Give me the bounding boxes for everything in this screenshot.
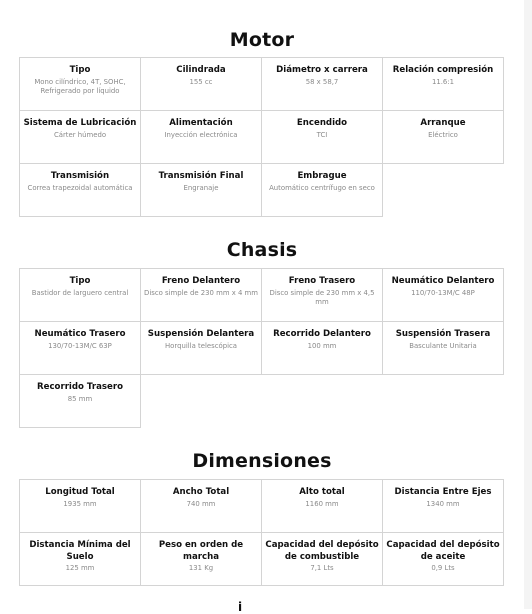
spec-label: Tipo bbox=[69, 276, 91, 286]
spec-grid-motor bbox=[19, 57, 504, 217]
spec-label: Recorrido Trasero bbox=[37, 382, 123, 392]
spec-grid-chasis bbox=[19, 268, 504, 428]
spec-cell bbox=[383, 58, 504, 111]
spec-cell bbox=[141, 58, 262, 111]
spec-label: Alto total bbox=[299, 487, 345, 497]
spec-label: Encendido bbox=[296, 118, 348, 128]
section-title-dimensiones: Dimensiones bbox=[192, 450, 332, 472]
spec-cell bbox=[383, 533, 504, 586]
spec-label: Transmisión bbox=[50, 171, 110, 181]
spec-cell bbox=[262, 533, 383, 586]
spec-cell bbox=[262, 269, 383, 322]
page-scrollbar[interactable] bbox=[524, 0, 532, 609]
spec-cell bbox=[383, 322, 504, 375]
spec-value: 155 cc bbox=[189, 77, 213, 86]
spec-value: Eléctrico bbox=[428, 130, 458, 139]
spec-value: Horquilla telescópica bbox=[165, 341, 237, 350]
spec-value: Basculante Unitaria bbox=[409, 341, 477, 350]
spec-value: Mono cilíndrico, 4T, SOHC, Refrigerado por líquido bbox=[34, 77, 126, 95]
spec-value: Automático centrífugo en seco bbox=[269, 183, 375, 192]
spec-cell bbox=[20, 480, 141, 533]
spec-label: Ancho Total bbox=[172, 487, 230, 497]
spec-value: 1935 mm bbox=[63, 499, 97, 508]
spec-value: 7,1 Lts bbox=[310, 564, 334, 572]
spec-label: Freno Trasero bbox=[288, 276, 356, 286]
spec-label: Relación compresión bbox=[392, 65, 494, 75]
spec-label: Cilindrada bbox=[176, 65, 226, 75]
spec-value: TCI bbox=[316, 130, 328, 139]
spec-value: Engranaje bbox=[183, 183, 219, 192]
spec-cell bbox=[141, 533, 262, 586]
spec-label: Suspensión Trasera bbox=[395, 329, 491, 339]
spec-value: 100 mm bbox=[307, 341, 337, 350]
spec-label: Peso en orden de marcha bbox=[158, 540, 244, 562]
spec-cell bbox=[141, 111, 262, 164]
spec-value: 125 mm bbox=[65, 564, 95, 572]
spec-label: Distancia Entre Ejes bbox=[394, 487, 492, 497]
section-title-chasis: Chasis bbox=[226, 239, 298, 261]
spec-value: 131 Kg bbox=[188, 564, 214, 572]
next-section-title-partial: i bbox=[238, 600, 243, 614]
spec-cell bbox=[20, 58, 141, 111]
spec-label: Embrague bbox=[297, 171, 347, 181]
spec-label: Capacidad del depósito de aceite bbox=[386, 540, 500, 562]
spec-label: Sistema de Lubricación bbox=[23, 118, 137, 128]
spec-cell bbox=[141, 269, 262, 322]
spec-cell bbox=[262, 322, 383, 375]
spec-value: Inyección electrónica bbox=[164, 130, 238, 139]
spec-value: 0,9 Lts bbox=[431, 564, 455, 572]
spec-cell bbox=[262, 164, 383, 217]
spec-label: Suspensión Delantera bbox=[147, 329, 255, 339]
spec-value: 1340 mm bbox=[426, 499, 460, 508]
spec-value: 85 mm bbox=[67, 394, 93, 403]
spec-cell bbox=[20, 375, 141, 428]
spec-value: 130/70-13M/C 63P bbox=[48, 341, 112, 350]
spec-value: Correa trapezoidal automática bbox=[27, 183, 133, 192]
spec-cell bbox=[262, 58, 383, 111]
spec-value: Cárter húmedo bbox=[53, 130, 107, 139]
spec-cell bbox=[20, 111, 141, 164]
spec-cell bbox=[141, 322, 262, 375]
spec-cell bbox=[20, 322, 141, 375]
spec-value: Bastidor de larguero central bbox=[31, 288, 129, 297]
spec-value: 58 x 58,7 bbox=[305, 77, 339, 86]
spec-label: Neumático Trasero bbox=[34, 329, 126, 339]
spec-label: Capacidad del depósito de combustible bbox=[265, 540, 379, 562]
spec-cell bbox=[20, 533, 141, 586]
spec-label: Freno Delantero bbox=[161, 276, 241, 286]
spec-label: Neumático Delantero bbox=[391, 276, 495, 286]
spec-label: Arranque bbox=[420, 118, 466, 128]
spec-value: 110/70-13M/C 48P bbox=[411, 288, 475, 297]
spec-cell bbox=[141, 480, 262, 533]
spec-label: Recorrido Delantero bbox=[273, 329, 371, 339]
spec-cell bbox=[262, 111, 383, 164]
spec-cell bbox=[383, 111, 504, 164]
spec-cell bbox=[20, 164, 141, 217]
section-title-motor: Motor bbox=[229, 29, 295, 51]
spec-label: Distancia Mínima del Suelo bbox=[29, 540, 131, 562]
spec-value: 1160 mm bbox=[305, 499, 339, 508]
spec-value: Disco simple de 230 mm x 4,5 mm bbox=[269, 288, 375, 306]
spec-label: Tipo bbox=[69, 65, 91, 75]
spec-value: 740 mm bbox=[186, 499, 216, 508]
spec-label: Alimentación bbox=[169, 118, 233, 128]
spec-cell bbox=[262, 480, 383, 533]
spec-value: 11.6:1 bbox=[431, 77, 455, 86]
spec-label: Diámetro x carrera bbox=[276, 65, 368, 75]
spec-label: Longitud Total bbox=[45, 487, 115, 497]
spec-label: Transmisión Final bbox=[158, 171, 244, 181]
spec-cell bbox=[141, 164, 262, 217]
spec-cell bbox=[20, 269, 141, 322]
spec-cell bbox=[383, 269, 504, 322]
spec-grid-dimensiones bbox=[19, 479, 504, 586]
spec-value: Disco simple de 230 mm x 4 mm bbox=[144, 288, 258, 297]
spec-cell bbox=[383, 480, 504, 533]
